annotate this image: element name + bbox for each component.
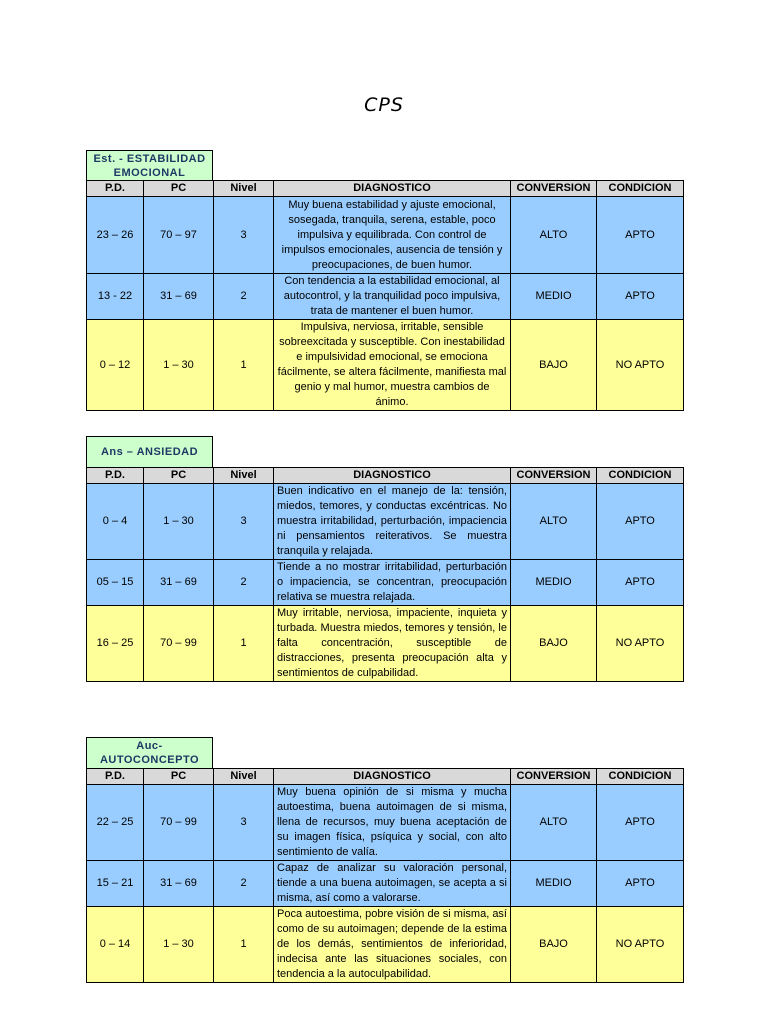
diagnostico-cell: Buen indicativo en el manejo de la: tensión, miedos, temores, y conductas excéntricas. No muestra irritabilidad, perturbación, impaciencia ni pensamientos reiterativos. Se muestra tranquila y relajada. bbox=[274, 484, 511, 560]
nivel-cell: 3 bbox=[214, 197, 274, 274]
section-tag-line: Ans – ANSIEDAD bbox=[100, 446, 199, 458]
header-pc: PC bbox=[144, 181, 214, 197]
diagnostico-cell: Muy buena estabilidad y ajuste emocional, sosegada, tranquila, serena, estable, poco impulsiva y equilibrada. Con control de impulsos emocionales, ausencia de tensión y preocupaciones, de buen humor. bbox=[274, 197, 511, 274]
nivel-cell: 1 bbox=[214, 907, 274, 983]
conversion-cell: ALTO bbox=[511, 484, 597, 560]
pd-cell: 13 - 22 bbox=[87, 274, 144, 320]
pd-cell: 22 – 25 bbox=[87, 785, 144, 861]
nivel-cell: 1 bbox=[214, 320, 274, 411]
pd-cell: 23 – 26 bbox=[87, 197, 144, 274]
pc-cell: 31 – 69 bbox=[144, 861, 214, 907]
header-diagnostico: DIAGNOSTICO bbox=[274, 769, 511, 785]
header-pc: PC bbox=[144, 468, 214, 484]
header-conversion: CONVERSION bbox=[511, 181, 597, 197]
section-tag bbox=[86, 737, 213, 769]
header-pc: PC bbox=[144, 769, 214, 785]
diagnostico-cell: Poca autoestima, pobre visión de si misma, así como de su autoimagen; depende de la estima de los demás, sentimientos de inferioridad, indecisa ante las situaciones sociales, con tendencia a la autoculpabilidad. bbox=[274, 907, 511, 983]
scale-table bbox=[86, 467, 684, 682]
conversion-cell: BAJO bbox=[511, 606, 597, 682]
pd-cell: 0 – 14 bbox=[87, 907, 144, 983]
nivel-cell: 1 bbox=[214, 606, 274, 682]
table-header-row bbox=[87, 468, 684, 484]
header-conversion: CONVERSION bbox=[511, 468, 597, 484]
pd-cell: 16 – 25 bbox=[87, 606, 144, 682]
section-tag-line: Est. - ESTABILIDAD bbox=[93, 152, 206, 165]
pc-cell: 1 – 30 bbox=[144, 907, 214, 983]
pc-cell: 70 – 97 bbox=[144, 197, 214, 274]
section-tag bbox=[86, 436, 213, 468]
table-row bbox=[87, 907, 684, 983]
header-conversion: CONVERSION bbox=[511, 769, 597, 785]
table-row bbox=[87, 560, 684, 606]
header-condicion: CONDICION bbox=[597, 468, 684, 484]
scale-table bbox=[86, 180, 684, 411]
condicion-cell: NO APTO bbox=[597, 320, 684, 411]
conversion-cell: BAJO bbox=[511, 907, 597, 983]
condicion-cell: APTO bbox=[597, 861, 684, 907]
condicion-cell: APTO bbox=[597, 274, 684, 320]
diagnostico-cell: Tiende a no mostrar irritabilidad, perturbación o impaciencia, se concentran, preocupación relativa se muestra relajada. bbox=[274, 560, 511, 606]
table-row bbox=[87, 785, 684, 861]
pd-cell: 05 – 15 bbox=[87, 560, 144, 606]
pc-cell: 70 – 99 bbox=[144, 606, 214, 682]
header-nivel: Nivel bbox=[214, 181, 274, 197]
nivel-cell: 2 bbox=[214, 274, 274, 320]
pc-cell: 31 – 69 bbox=[144, 274, 214, 320]
conversion-cell: ALTO bbox=[511, 785, 597, 861]
condicion-cell: APTO bbox=[597, 560, 684, 606]
pd-cell: 15 – 21 bbox=[87, 861, 144, 907]
header-nivel: Nivel bbox=[214, 769, 274, 785]
document-title: CPS bbox=[364, 94, 404, 116]
table-row bbox=[87, 606, 684, 682]
nivel-cell: 3 bbox=[214, 785, 274, 861]
header-diagnostico: DIAGNOSTICO bbox=[274, 468, 511, 484]
header-diagnostico: DIAGNOSTICO bbox=[274, 181, 511, 197]
scale-table bbox=[86, 768, 684, 983]
diagnostico-cell: Muy irritable, nerviosa, impaciente, inquieta y turbada. Muestra miedos, temores y tensión, le falta concentración, susceptible de distracciones, presenta preocupación alta y sentimientos de culpabilidad. bbox=[274, 606, 511, 682]
header-pd: P.D. bbox=[87, 769, 144, 785]
table-row bbox=[87, 274, 684, 320]
header-pd: P.D. bbox=[87, 181, 144, 197]
table-header-row bbox=[87, 181, 684, 197]
section-tag-line: Auc-AUTOCONCEPTO bbox=[99, 740, 200, 766]
pc-cell: 1 – 30 bbox=[144, 320, 214, 411]
pd-cell: 0 – 4 bbox=[87, 484, 144, 560]
diagnostico-cell: Capaz de analizar su valoración personal, tiende a una buena autoimagen, se acepta a si misma, así como a valorarse. bbox=[274, 861, 511, 907]
header-nivel: Nivel bbox=[214, 468, 274, 484]
diagnostico-cell: Con tendencia a la estabilidad emocional, al autocontrol, y la tranquilidad poco impulsiva, trata de mantener el buen humor. bbox=[274, 274, 511, 320]
table-row bbox=[87, 320, 684, 411]
header-pd: P.D. bbox=[87, 468, 144, 484]
conversion-cell: MEDIO bbox=[511, 274, 597, 320]
pc-cell: 1 – 30 bbox=[144, 484, 214, 560]
condicion-cell: APTO bbox=[597, 484, 684, 560]
section-tag-line: EMOCIONAL bbox=[113, 166, 186, 179]
condicion-cell: APTO bbox=[597, 785, 684, 861]
condicion-cell: APTO bbox=[597, 197, 684, 274]
nivel-cell: 3 bbox=[214, 484, 274, 560]
header-condicion: CONDICION bbox=[597, 181, 684, 197]
section-tag bbox=[86, 150, 213, 181]
header-condicion: CONDICION bbox=[597, 769, 684, 785]
diagnostico-cell: Muy buena opinión de si misma y mucha autoestima, buena autoimagen de si misma, llena de recursos, muy buena aceptación de su imagen física, psíquica y social, con alto sentimiento de valía. bbox=[274, 785, 511, 861]
table-row bbox=[87, 484, 684, 560]
conversion-cell: BAJO bbox=[511, 320, 597, 411]
table-row bbox=[87, 197, 684, 274]
pd-cell: 0 – 12 bbox=[87, 320, 144, 411]
conversion-cell: ALTO bbox=[511, 197, 597, 274]
nivel-cell: 2 bbox=[214, 861, 274, 907]
condicion-cell: NO APTO bbox=[597, 606, 684, 682]
conversion-cell: MEDIO bbox=[511, 861, 597, 907]
diagnostico-cell: Impulsiva, nerviosa, irritable, sensible sobreexcitada y susceptible. Con inestabilidad e impulsividad emocional, se emociona fácilmente, se altera fácilmente, manifiesta mal genio y mal humor, muestra cambios de ánimo. bbox=[274, 320, 511, 411]
table-header-row bbox=[87, 769, 684, 785]
pc-cell: 31 – 69 bbox=[144, 560, 214, 606]
conversion-cell: MEDIO bbox=[511, 560, 597, 606]
pc-cell: 70 – 99 bbox=[144, 785, 214, 861]
condicion-cell: NO APTO bbox=[597, 907, 684, 983]
table-row bbox=[87, 861, 684, 907]
nivel-cell: 2 bbox=[214, 560, 274, 606]
